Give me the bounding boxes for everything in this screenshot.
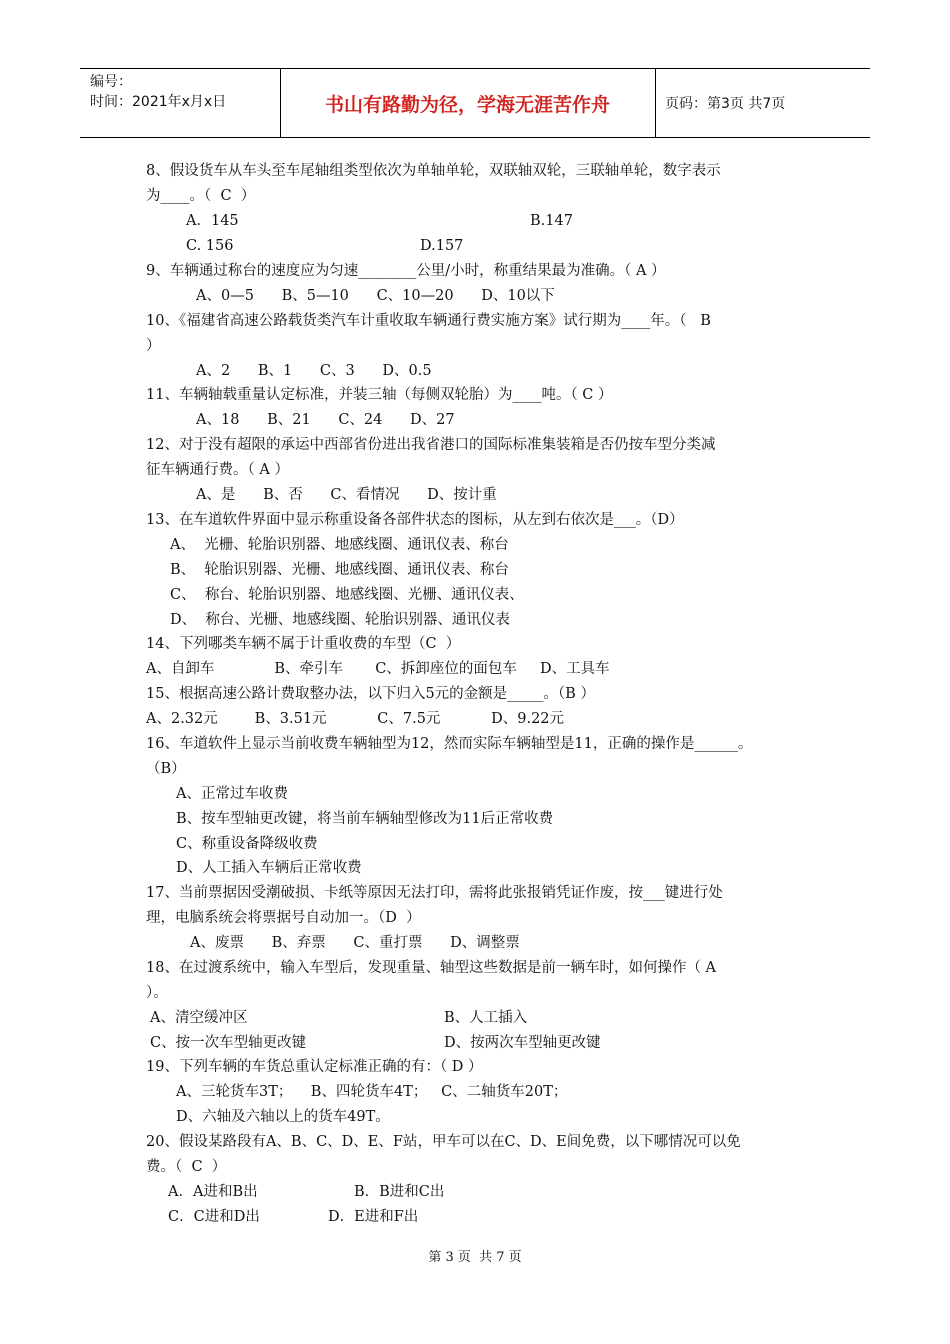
option-c: C. 156 [186,238,234,254]
page-footer: 第 3 页 共 7 页 [428,1250,522,1265]
question-16-cont: （B） [146,761,186,777]
header-motto: 书山有路勤为径，学海无涯苦作舟 [324,93,610,116]
option-13-c: C、 称台、轮胎识别器、地感线圈、光栅、通讯仪表、 [170,587,524,603]
option-16-d: D、人工插入车辆后正常收费 [176,860,362,876]
option-13-d: D、 称台、光栅、地感线圈、轮胎识别器、通讯仪表 [170,612,510,628]
option-19-d: D、六轴及六轴以上的货车49T。 [176,1109,390,1125]
question-8-cont: 为____。（ C ） [146,188,256,204]
header-info-cell [80,69,280,137]
question-10: 10、《福建省高速公路载货类汽车计重收取车辆通行费实施方案》试行期为____年。（ B [146,313,711,329]
question-17: 17、当前票据因受潮破损、卡纸等原因无法打印，需将此张报销凭证作废，按___键进行处 [146,885,723,901]
question-18-cont: ）。 [146,985,168,1001]
header-divider [655,69,656,137]
option-16-a: A、正常过车收费 [176,786,288,802]
option-13-a: A、 光栅、轮胎识别器、地感线圈、通讯仪表、称台 [170,537,509,553]
question-14: 14、下列哪类车辆不属于计重收费的车型（C ） [146,636,461,652]
question-12-cont: 征车辆通行费。（ A ） [146,462,289,478]
option-16-b: B、按车型轴更改键，将当前车辆轴型修改为11后正常收费 [176,811,554,827]
option-20-b: B．B进和C出 [354,1184,445,1200]
option-20-d: D．E进和F出 [328,1209,419,1225]
question-17-cont: 理，电脑系统会将票据号自动加一。（D ） [146,910,421,926]
page-header [80,68,870,138]
option-b: B.147 [530,213,573,229]
question-19: 19、下列车辆的车货总重认定标准正确的有：（ D ） [146,1059,483,1075]
options-10: A、2 B、1 C、3 D、0.5 [196,363,432,379]
options-15: A、2.32元 B、3.51元 C、7.5元 D、9.22元 [146,711,565,727]
question-20: 20、假设某路段有A、B、C、D、E、F站，甲车可以在C、D、E间免费，以下哪情况可以免 [146,1134,741,1150]
options-9: A、0—5 B、5—10 C、10—20 D、10以下 [196,288,555,304]
question-20-cont: 费。（ C ） [146,1159,227,1175]
number-label: 编号： [90,74,132,90]
question-10-cont: ） [146,338,161,354]
options-12: A、是 B、否 C、看情况 D、按计重 [196,487,497,503]
option-18-d: D、按两次车型轴更改键 [444,1035,601,1051]
option-13-b: B、 轮胎识别器、光栅、地感线圈、通讯仪表、称台 [170,562,509,578]
question-12: 12、对于没有超限的承运中西部省份进出我省港口的国际标准集装箱是否仍按车型分类减 [146,437,716,453]
question-8: 8、假设货车从车头至车尾轴组类型依次为单轴单轮，双联轴双轮，三联轴单轮，数字表示 [146,163,721,179]
options-11: A、18 B、21 C、24 D、27 [196,412,455,428]
option-18-c: C、按一次车型轴更改键 [150,1035,307,1051]
option-d: D.157 [420,238,464,254]
question-16: 16、车道软件上显示当前收费车辆轴型为12，然而实际车辆轴型是11，正确的操作是______。 [146,736,753,752]
question-11: 11、车辆轴载重量认定标准，并装三轴（每侧双轮胎）为____吨。（ C ） [146,387,613,403]
date-label: 时间：2021年x月x日 [90,94,227,110]
question-13: 13、在车道软件界面中显示称重设备各部件状态的图标，从左到右依次是___。（D） [146,512,684,528]
options-14: A、自卸车 B、牵引车 C、拆卸座位的面包车 D、工具车 [146,661,610,677]
question-9: 9、车辆通过称台的速度应为匀速________公里/小时，称重结果最为准确。（ A ） [146,263,666,279]
question-18: 18、在过渡系统中，输入车型后，发现重量、轴型这些数据是前一辆车时，如何操作（ A [146,960,717,976]
options-17: A、废票 B、弃票 C、重打票 D、调整票 [190,935,520,951]
option-16-c: C、称重设备降级收费 [176,836,318,852]
option-18-a: A、清空缓冲区 [150,1010,248,1026]
option-a: A．145 [186,213,239,229]
question-15: 15、根据高速公路计费取整办法，以下归入5元的金额是_____。（B ） [146,686,595,702]
option-20-a: A．A进和B出 [168,1184,258,1200]
options-19-abc: A、三轮货车3T； B、四轮货车4T； C、二轴货车20T； [176,1084,568,1100]
option-20-c: C．C进和D出 [168,1209,260,1225]
option-18-b: B、人工插入 [444,1010,528,1026]
header-page-number: 页码：第3页 共7页 [665,96,786,112]
